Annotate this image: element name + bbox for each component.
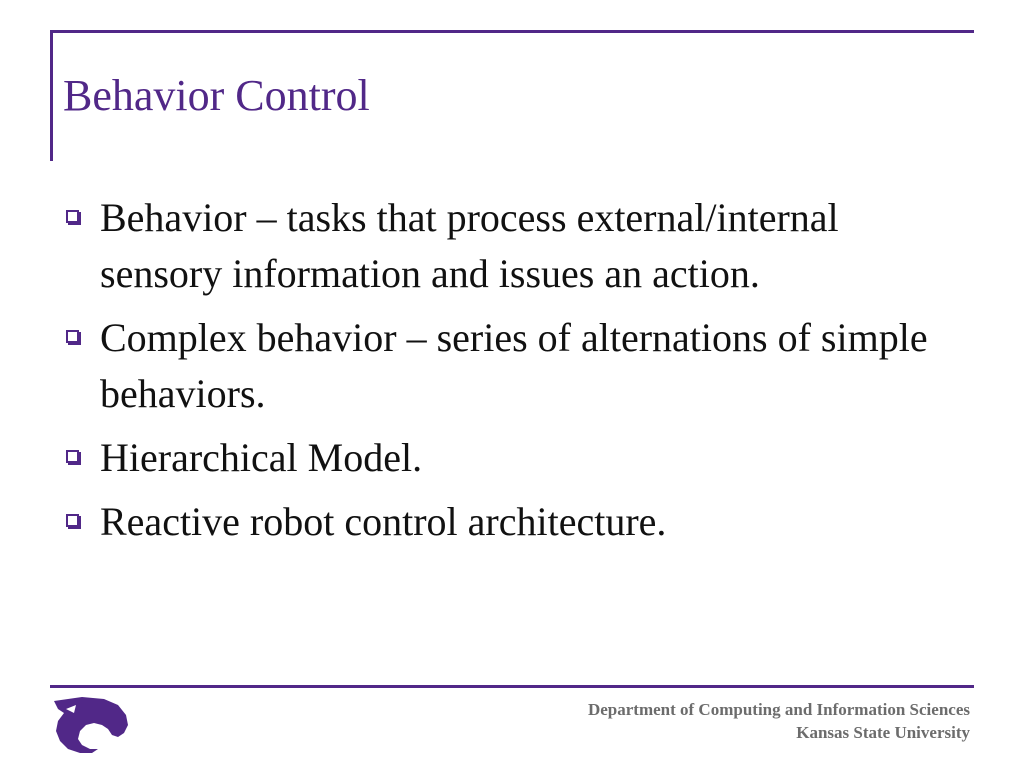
footer-rule bbox=[50, 685, 974, 688]
square-bullet-icon bbox=[66, 450, 79, 463]
square-bullet-icon bbox=[66, 514, 79, 527]
wildcat-logo-icon bbox=[52, 695, 130, 755]
bullet-item bbox=[62, 494, 962, 550]
bullet-text: Hierarchical Model. bbox=[100, 435, 423, 480]
slide-title: Behavior Control bbox=[63, 71, 370, 120]
left-rule bbox=[50, 30, 53, 161]
bullet-text: Complex behavior – series of alternations of simple behaviors. bbox=[100, 315, 928, 416]
department-name: Department of Computing and Information Sciences bbox=[587, 700, 970, 719]
bullet-text: Reactive robot control architecture. bbox=[100, 499, 667, 544]
square-bullet-icon bbox=[66, 330, 79, 343]
bullet-text: Behavior – tasks that process external/internal sensory information and issues an action. bbox=[100, 195, 839, 296]
footer-text bbox=[588, 698, 970, 744]
bullet-item bbox=[62, 190, 962, 302]
bullet-item bbox=[62, 430, 962, 486]
university-name: Kansas State University bbox=[796, 723, 970, 742]
square-bullet-icon bbox=[66, 210, 79, 223]
bullet-item bbox=[62, 310, 962, 422]
top-rule bbox=[50, 30, 974, 33]
bullet-list bbox=[62, 190, 962, 558]
